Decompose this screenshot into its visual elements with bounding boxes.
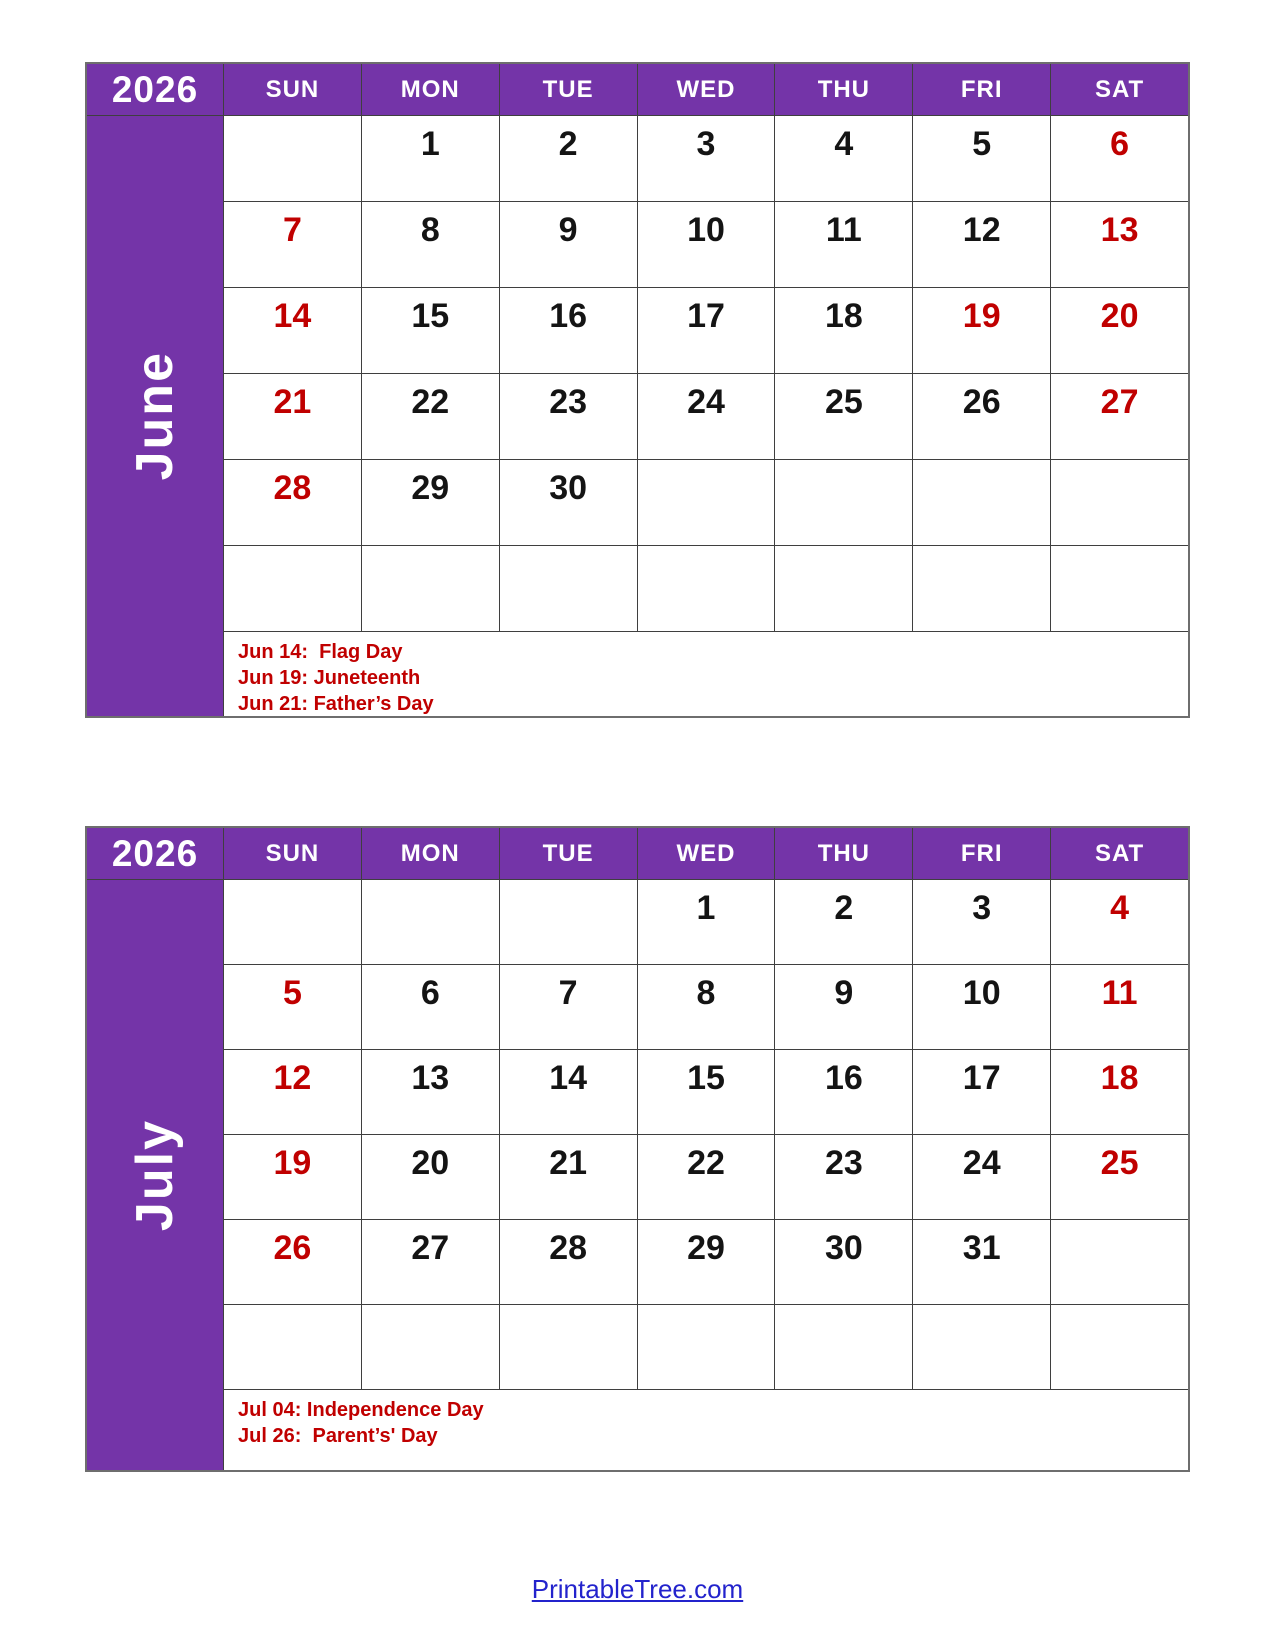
- date-cell-june-2: 2: [500, 116, 637, 201]
- weekday-header-mon: MON: [362, 828, 499, 879]
- date-cell-empty: [500, 1305, 637, 1389]
- date-cell-empty: [775, 460, 912, 545]
- footer: [0, 1574, 1275, 1605]
- weekday-header-mon: MON: [362, 64, 499, 115]
- date-cell-july-5: 5: [224, 965, 361, 1049]
- date-cell-june-10: 10: [638, 202, 775, 287]
- date-cell-july-25: 25: [1051, 1135, 1188, 1219]
- date-cell-june-20: 20: [1051, 288, 1188, 373]
- calendar-june: [85, 0, 1190, 718]
- calendar-grid-june: [85, 62, 1190, 718]
- date-cell-june-9: 9: [500, 202, 637, 287]
- weekday-header-wed: WED: [638, 64, 775, 115]
- date-cell-empty: [1051, 546, 1188, 631]
- weekday-header-fri: FRI: [913, 64, 1050, 115]
- date-cell-july-14: 14: [500, 1050, 637, 1134]
- date-cell-june-12: 12: [913, 202, 1050, 287]
- date-cell-empty: [362, 1305, 499, 1389]
- date-cell-july-27: 27: [362, 1220, 499, 1304]
- date-cell-june-11: 11: [775, 202, 912, 287]
- weekday-header-sun: SUN: [224, 828, 361, 879]
- date-cell-june-13: 13: [1051, 202, 1188, 287]
- date-cell-empty: [775, 1305, 912, 1389]
- weekday-header-fri: FRI: [913, 828, 1050, 879]
- date-cell-empty: [362, 546, 499, 631]
- date-cell-june-8: 8: [362, 202, 499, 287]
- date-cell-empty: [362, 880, 499, 964]
- date-cell-june-18: 18: [775, 288, 912, 373]
- weekday-header-sun: SUN: [224, 64, 361, 115]
- date-cell-empty: [1051, 1305, 1188, 1389]
- date-cell-july-13: 13: [362, 1050, 499, 1134]
- month-bar: [87, 880, 223, 1470]
- weekday-header-wed: WED: [638, 828, 775, 879]
- holiday-notes: [224, 632, 1188, 716]
- date-cell-july-9: 9: [775, 965, 912, 1049]
- date-cell-june-1: 1: [362, 116, 499, 201]
- date-cell-empty: [775, 546, 912, 631]
- date-cell-june-21: 21: [224, 374, 361, 459]
- date-cell-july-28: 28: [500, 1220, 637, 1304]
- date-cell-july-16: 16: [775, 1050, 912, 1134]
- holiday-line: Jun 14: Flag Day: [238, 641, 403, 663]
- holiday-notes: [224, 1390, 1188, 1470]
- date-cell-june-25: 25: [775, 374, 912, 459]
- date-cell-june-14: 14: [224, 288, 361, 373]
- date-cell-june-19: 19: [913, 288, 1050, 373]
- date-cell-july-19: 19: [224, 1135, 361, 1219]
- month-label: June: [126, 351, 184, 481]
- footer-link[interactable]: PrintableTree.com: [531, 1574, 744, 1604]
- weekday-header-tue: TUE: [500, 828, 637, 879]
- weekday-header-sat: SAT: [1051, 64, 1188, 115]
- date-cell-july-2: 2: [775, 880, 912, 964]
- date-cell-june-16: 16: [500, 288, 637, 373]
- date-cell-empty: [224, 880, 361, 964]
- date-cell-empty: [224, 1305, 361, 1389]
- date-cell-july-10: 10: [913, 965, 1050, 1049]
- date-cell-empty: [500, 546, 637, 631]
- date-cell-july-3: 3: [913, 880, 1050, 964]
- year-label: 2026: [87, 828, 223, 879]
- date-cell-june-29: 29: [362, 460, 499, 545]
- date-cell-july-29: 29: [638, 1220, 775, 1304]
- date-cell-july-24: 24: [913, 1135, 1050, 1219]
- date-cell-july-26: 26: [224, 1220, 361, 1304]
- date-cell-july-31: 31: [913, 1220, 1050, 1304]
- date-cell-empty: [913, 546, 1050, 631]
- holiday-line: Jul 04: Independence Day: [238, 1399, 484, 1421]
- holiday-line: Jun 21: Father’s Day: [238, 693, 434, 715]
- date-cell-july-21: 21: [500, 1135, 637, 1219]
- year-label: 2026: [87, 64, 223, 115]
- date-cell-empty: [1051, 460, 1188, 545]
- date-cell-july-7: 7: [500, 965, 637, 1049]
- date-cell-july-20: 20: [362, 1135, 499, 1219]
- date-cell-july-22: 22: [638, 1135, 775, 1219]
- date-cell-june-3: 3: [638, 116, 775, 201]
- date-cell-july-17: 17: [913, 1050, 1050, 1134]
- date-cell-june-27: 27: [1051, 374, 1188, 459]
- date-cell-july-18: 18: [1051, 1050, 1188, 1134]
- date-cell-empty: [1051, 1220, 1188, 1304]
- date-cell-june-7: 7: [224, 202, 361, 287]
- date-cell-july-30: 30: [775, 1220, 912, 1304]
- date-cell-june-5: 5: [913, 116, 1050, 201]
- weekday-header-thu: THU: [775, 828, 912, 879]
- date-cell-july-6: 6: [362, 965, 499, 1049]
- date-cell-june-24: 24: [638, 374, 775, 459]
- date-cell-june-17: 17: [638, 288, 775, 373]
- date-cell-july-15: 15: [638, 1050, 775, 1134]
- date-cell-july-11: 11: [1051, 965, 1188, 1049]
- month-label: July: [126, 1118, 184, 1232]
- date-cell-june-23: 23: [500, 374, 637, 459]
- date-cell-empty: [224, 546, 361, 631]
- date-cell-july-4: 4: [1051, 880, 1188, 964]
- holiday-line: Jul 26: Parent’s' Day: [238, 1425, 438, 1447]
- date-cell-june-22: 22: [362, 374, 499, 459]
- holiday-line: Jun 19: Juneteenth: [238, 667, 421, 689]
- date-cell-empty: [500, 880, 637, 964]
- date-cell-july-23: 23: [775, 1135, 912, 1219]
- date-cell-june-26: 26: [913, 374, 1050, 459]
- date-cell-june-28: 28: [224, 460, 361, 545]
- date-cell-july-8: 8: [638, 965, 775, 1049]
- date-cell-empty: [638, 460, 775, 545]
- date-cell-empty: [913, 1305, 1050, 1389]
- date-cell-june-30: 30: [500, 460, 637, 545]
- weekday-header-sat: SAT: [1051, 828, 1188, 879]
- date-cell-july-1: 1: [638, 880, 775, 964]
- date-cell-empty: [638, 546, 775, 631]
- date-cell-june-6: 6: [1051, 116, 1188, 201]
- month-bar: [87, 116, 223, 716]
- calendar-grid-july: [85, 826, 1190, 1472]
- date-cell-june-4: 4: [775, 116, 912, 201]
- calendar-july: [85, 826, 1190, 1472]
- date-cell-empty: [638, 1305, 775, 1389]
- date-cell-empty: [224, 116, 361, 201]
- date-cell-empty: [913, 460, 1050, 545]
- weekday-header-thu: THU: [775, 64, 912, 115]
- date-cell-july-12: 12: [224, 1050, 361, 1134]
- date-cell-june-15: 15: [362, 288, 499, 373]
- weekday-header-tue: TUE: [500, 64, 637, 115]
